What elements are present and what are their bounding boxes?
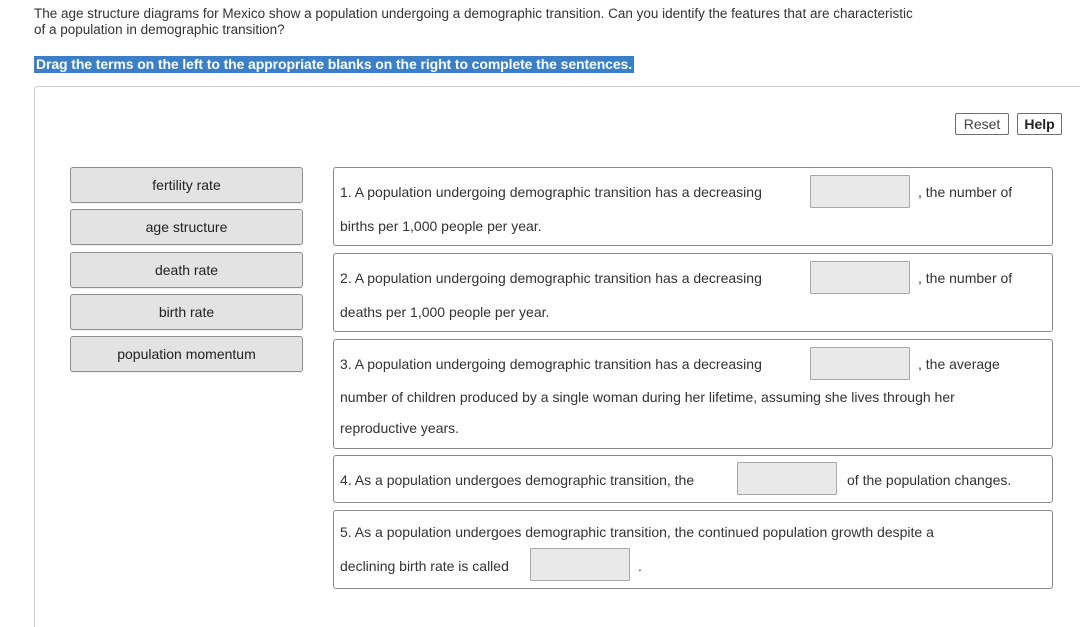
sentence-2-text-after: , the number of (918, 270, 1013, 286)
term-label: age structure (145, 219, 228, 235)
sentence-5 (333, 510, 1053, 589)
sentence-3 (333, 339, 1053, 449)
sentence-2-text-line2: deaths per 1,000 people per year. (340, 304, 550, 320)
question-text (34, 6, 1054, 38)
term-population-momentum[interactable] (70, 336, 303, 372)
sentence-2-blank[interactable] (810, 261, 910, 294)
sentence-2 (333, 253, 1053, 332)
term-label: birth rate (158, 304, 215, 320)
reset-button[interactable]: Reset (955, 113, 1009, 135)
sentence-4 (333, 455, 1053, 503)
sentence-4-text-before: 4. As a population undergoes demographic transition, the (340, 472, 695, 488)
sentence-1-text-after: , the number of (918, 184, 1013, 200)
sentence-3-blank[interactable] (810, 347, 910, 380)
sentence-5-blank[interactable] (530, 548, 630, 581)
sentence-4-text-after: of the population changes. (847, 472, 1012, 488)
sentence-1-text-line2: births per 1,000 people per year. (340, 218, 542, 234)
term-label: death rate (154, 262, 219, 278)
term-label: population momentum (117, 346, 256, 362)
help-button[interactable]: Help (1017, 113, 1062, 135)
sentence-5-text-line1: 5. As a population undergoes demographic transition, the continued population growth despite a (340, 524, 934, 540)
sentence-4-blank[interactable] (737, 462, 837, 495)
term-label: fertility rate (152, 177, 221, 193)
sentence-5-text-before: declining birth rate is called (340, 558, 509, 574)
sentence-1 (333, 167, 1053, 246)
instruction-banner: Drag the terms on the left to the appropriate blanks on the right to complete the sentences. (36, 56, 633, 72)
term-fertility-rate[interactable] (70, 167, 303, 203)
sentence-2-text-before: 2. A population undergoing demographic transition has a decreasing (340, 270, 762, 286)
question-line-2: of a population in demographic transition? (34, 22, 285, 37)
sentence-3-text-line2: number of children produced by a single woman during her lifetime, assuming she lives through her (340, 389, 955, 405)
term-birth-rate[interactable] (70, 294, 303, 330)
sentence-1-text-before: 1. A population undergoing demographic transition has a decreasing (340, 184, 762, 200)
sentence-3-text-before: 3. A population undergoing demographic transition has a decreasing (340, 356, 762, 372)
question-line-1: The age structure diagrams for Mexico show a population undergoing a demographic transition. Can you identify the features that are characteristic (34, 6, 913, 21)
sentence-5-text-after: . (638, 558, 642, 574)
sentence-3-text-after: , the average (918, 356, 1000, 372)
sentence-3-text-line3: reproductive years. (340, 420, 460, 436)
term-death-rate[interactable] (70, 252, 303, 288)
term-age-structure[interactable] (70, 209, 303, 245)
sentence-1-blank[interactable] (810, 175, 910, 208)
